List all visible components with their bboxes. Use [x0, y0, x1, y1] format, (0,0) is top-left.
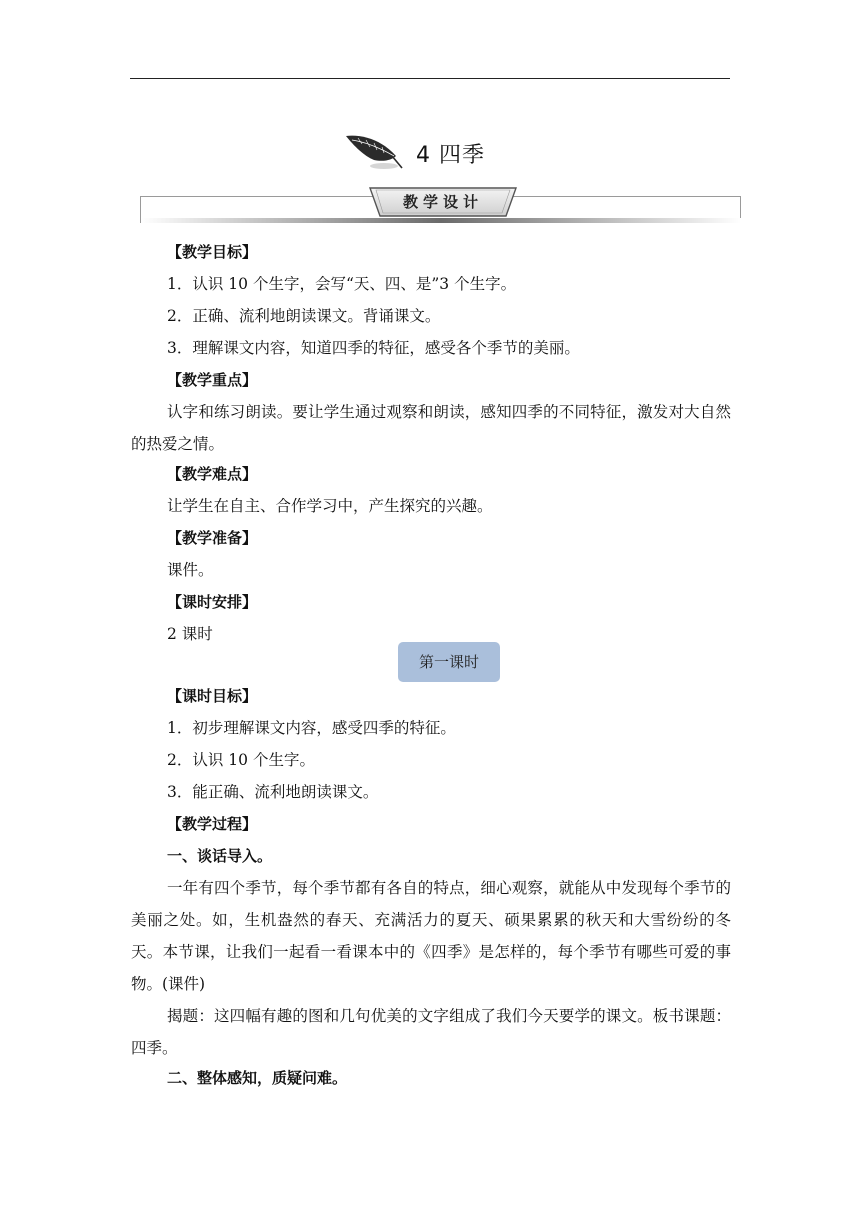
step2-heading: 二、整体感知，质疑问难。 — [167, 1069, 348, 1087]
schedule-text: 2 课时 — [167, 625, 213, 643]
lesson-badge: 第一课时 — [398, 642, 500, 682]
lesson-goal-item-2: 2．认识 10 个生字。 — [167, 751, 315, 769]
step1-heading: 一、谈话导入。 — [167, 847, 273, 865]
prep-heading: 【教学准备】 — [167, 529, 258, 547]
prep-text: 课件。 — [167, 561, 214, 579]
title-row — [0, 126, 860, 176]
schedule-heading: 【课时安排】 — [167, 593, 258, 611]
lesson-goal-item-3: 3．能正确、流利地朗读课文。 — [167, 783, 379, 801]
step1-reveal: 揭题：这四幅有趣的图和几句优美的文字组成了我们今天要学的课文。板书课题：四季。 — [131, 1007, 731, 1057]
section-banner — [140, 186, 742, 226]
step1-paragraph: 一年有四个季节，每个季节都有各自的特点，细心观察，就能从中发现每个季节的美丽之处。如，生机盎然的春天、充满活力的夏天、硕果累累的秋天和大雪纷纷的冬天。本节课，让我们一起看一看课本中的《四季》是怎样的，每个季节有哪些可爱的事物。(课件) — [131, 879, 731, 993]
key-points-text: 认字和练习朗读。要让学生通过观察和朗读，感知四季的不同特征，激发对大自然的热爱之情。 — [131, 403, 731, 453]
header-rule — [130, 78, 730, 79]
key-points-heading: 【教学重点】 — [167, 371, 258, 389]
goal-item-3: 3．理解课文内容，知道四季的特征，感受各个季节的美丽。 — [167, 339, 580, 357]
lesson-goals-heading: 【课时目标】 — [167, 687, 258, 705]
feather-quill-icon — [344, 130, 404, 172]
banner-label: 教学设计 — [402, 193, 483, 211]
difficulty-heading: 【教学难点】 — [167, 465, 258, 483]
page-title: 4 四季 — [416, 143, 485, 168]
difficulty-text: 让学生在自主、合作学习中，产生探究的兴趣。 — [167, 497, 493, 515]
goal-item-1: 1．认识 10 个生字，会写“天、四、是”3 个生字。 — [167, 275, 517, 293]
goals-heading: 【教学目标】 — [167, 243, 258, 261]
goal-item-2: 2．正确、流利地朗读课文。背诵课文。 — [167, 307, 441, 325]
process-heading: 【教学过程】 — [167, 815, 258, 833]
lesson-goal-item-1: 1．初步理解课文内容，感受四季的特征。 — [167, 719, 456, 737]
